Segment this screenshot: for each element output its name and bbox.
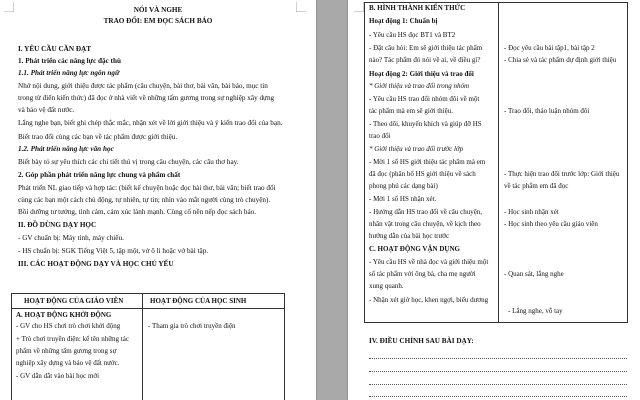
dotted-fill-line (369, 396, 627, 397)
table-cell-line: nào? Tác phẩm đó nói về ai, về điều gì? (369, 56, 481, 64)
section-heading: III. CÁC HOẠT ĐỘNG DẠY VÀ HỌC CHỦ YẾU (18, 260, 174, 268)
subsection-heading: 2. Góp phần phát triển năng lực chung và phẩm chất (18, 171, 181, 179)
paragraph-line: Nhớ nội dung, giới thiệu được tác phẩm (câu chuyện, bài thơ, bài văn, bài báo, mục tin (18, 82, 268, 90)
table-cell-line: phẩm về những tấm gương trong sự (16, 347, 117, 355)
table-cell-line: - GV cho HS chơi trò chơi khởi động (16, 322, 121, 330)
table-cell-line: * Giới thiệu và trao đổi trong nhóm (369, 82, 470, 90)
lesson-category: NÓI VÀ NGHE (133, 6, 183, 14)
table-cell-line: + Trò chơi truyền điện: kể tên những tác (16, 335, 129, 343)
table-cell-line: - Chia sẻ và tác phẩm dự định giới thiệu (504, 56, 617, 64)
table-section-heading: A. HOẠT ĐỘNG KHỞI ĐỘNG (16, 311, 112, 319)
paragraph-line: Biết trao đổi cùng các bạn về tác phẩm được giới thiệu. (18, 133, 178, 141)
table-cell-line: - Mời 1 số HS nhận xét. (369, 195, 437, 203)
table-cell-line: - Học sinh theo yêu cầu giáo viên (504, 220, 598, 228)
table-cell-line: - Hướng dẫn HS trao đổi về câu chuyện, (369, 208, 483, 216)
table-cell-line: số tác phẩm với ông bà, cha mẹ người (369, 270, 476, 278)
table-cell-line: - Tham gia trò chơi truyền điện (148, 322, 236, 330)
page-corner-mark (354, 2, 364, 12)
table-cell-line: trao đổi (369, 132, 391, 140)
subsection-heading: 1. Phát triển các năng lực đặc thù (18, 57, 121, 65)
dotted-fill-line (369, 358, 627, 359)
paragraph-line: - GV chuẩn bị: Máy tính, máy chiếu. (18, 234, 124, 242)
table-cell-line: - GV dẫn dắt vào bài học mới (16, 372, 100, 380)
paragraph-line: trong từ điển kiến thức) đã đọc ở nhà viết về những tấm gương trong sự nghiệp xây dựng (18, 94, 275, 102)
table-cell-line: tác phẩm mà em sẽ giới thiệu. (369, 107, 453, 115)
table-header-teacher: HOẠT ĐỘNG CỦA GIÁO VIÊN (24, 297, 124, 305)
table-cell-line: phong phú các dạng bài) (369, 182, 438, 190)
table-cell-line: - Yêu cầu HS đọc BT1 và BT2 (369, 31, 456, 39)
table-section-heading: B. HÌNH THÀNH KIẾN THỨC (369, 4, 466, 12)
activity-heading: Hoạt động 1: Chuẩn bị (369, 17, 438, 25)
table-cell-line: đã đọc (phân bổ HS giới thiệu về sách (369, 170, 476, 178)
section-heading: I. YÊU CẦU CẦN ĐẠT (18, 45, 92, 53)
paragraph-line: và bảo vệ đất nước. (18, 106, 75, 114)
table-cell-line: - Nhận xét giờ học, khen ngợi, biểu dương (369, 296, 489, 304)
paragraph-line: - HS chuẩn bị: SGK Tiếng Việt 5, tập một, vở ô li hoặc vở bài tập. (18, 247, 209, 255)
document-page-right (348, 0, 640, 400)
table-cell-line: - Theo dõi, khuyến khích và giúp đỡ HS (369, 120, 482, 128)
table-cell-line: xung quanh. (369, 282, 404, 290)
table-cell-line: - Học sinh nhận xét (504, 208, 559, 216)
paragraph-line: cùng các bạn một cách chủ động, tự nhiên, tự tin; nhìn vào mắt người cùng trò chuyện). (18, 196, 271, 204)
table-cell-line: * Giới thiệu và trao đổi trước lớp (369, 145, 464, 153)
table-cell-line: - Yêu cầu HS về nhà đọc và giới thiệu một (369, 258, 489, 266)
section-heading: IV. ĐIỀU CHỈNH SAU BÀI DẠY: (369, 337, 474, 345)
table-cell-line: nhân vật trong câu chuyện, về kịch theo (369, 220, 481, 228)
table-cell-line: - Đọc yêu cầu bài tập1, bài tập 2 (504, 44, 595, 52)
table-cell-line: - Mời 1 số HS giới thiệu tác phẩm mà em (369, 158, 486, 166)
paragraph-line: Biết bày tỏ sự yêu thích các chi tiết thú vị trong câu chuyện, các câu thơ hay. (18, 158, 239, 166)
table-cell-line: - Quan sát, lắng nghe (504, 270, 564, 278)
table-divider (498, 2, 499, 322)
table-cell-line: - Đặt câu hỏi: Em sẽ giới thiệu tác phẩm (369, 44, 483, 52)
lesson-title: TRAO ĐỔI: EM ĐỌC SÁCH BÁO (103, 17, 213, 25)
document-page-left (0, 0, 316, 400)
table-cell-line: hướng dẫn của bài học trước (369, 232, 450, 240)
table-section-heading: C. HOẠT ĐỘNG VẬN DỤNG (369, 245, 460, 253)
table-divider (11, 308, 284, 309)
paragraph-line: Phát triển NL giao tiếp và hợp tác: (biết kể chuyện hoặc đọc bài thơ, bài văn; biết trao đổi (18, 184, 276, 192)
paragraph-line: Lắng nghe bạn, biết ghi chép thắc mắc, nhận xét về lời giới thiệu và ý kiến trao đổi của bạn. (18, 119, 283, 127)
table-cell-line: - Thực hiện trao đổi trước lớp: Giới thiệu (504, 170, 620, 178)
table-cell-line: - Lắng nghe, vỗ tay (508, 307, 563, 315)
paragraph-line: Bồi dưỡng tư tưởng, tình cảm, cảm xúc lành mạnh. Cùng cố nền nếp đọc sách báo. (18, 208, 257, 216)
table-cell-line: về tác phẩm em đã đọc (504, 182, 569, 190)
table-divider (142, 293, 143, 400)
table-header-student: HOẠT ĐỘNG CỦA HỌC SINH (150, 297, 247, 305)
subsection-heading: 1.2. Phát triển năng lực văn học (18, 145, 114, 153)
subsection-heading: 1.1. Phát triển năng lực ngôn ngữ (18, 69, 120, 77)
section-heading: II. ĐỒ DÙNG DẠY HỌC (18, 221, 97, 229)
table-cell-line: - Trao đổi, thảo luận nhóm đôi (504, 107, 590, 115)
dotted-fill-line (369, 371, 627, 372)
table-cell-line: nghiệp xây dựng và bảo vệ đất nước. (16, 359, 120, 367)
table-cell-line: - Yêu cầu HS trao đổi nhóm đôi về một (369, 95, 480, 103)
dotted-fill-line (369, 384, 627, 385)
activity-heading: Hoạt động 2: Giới thiệu và trao đổi (369, 70, 474, 78)
